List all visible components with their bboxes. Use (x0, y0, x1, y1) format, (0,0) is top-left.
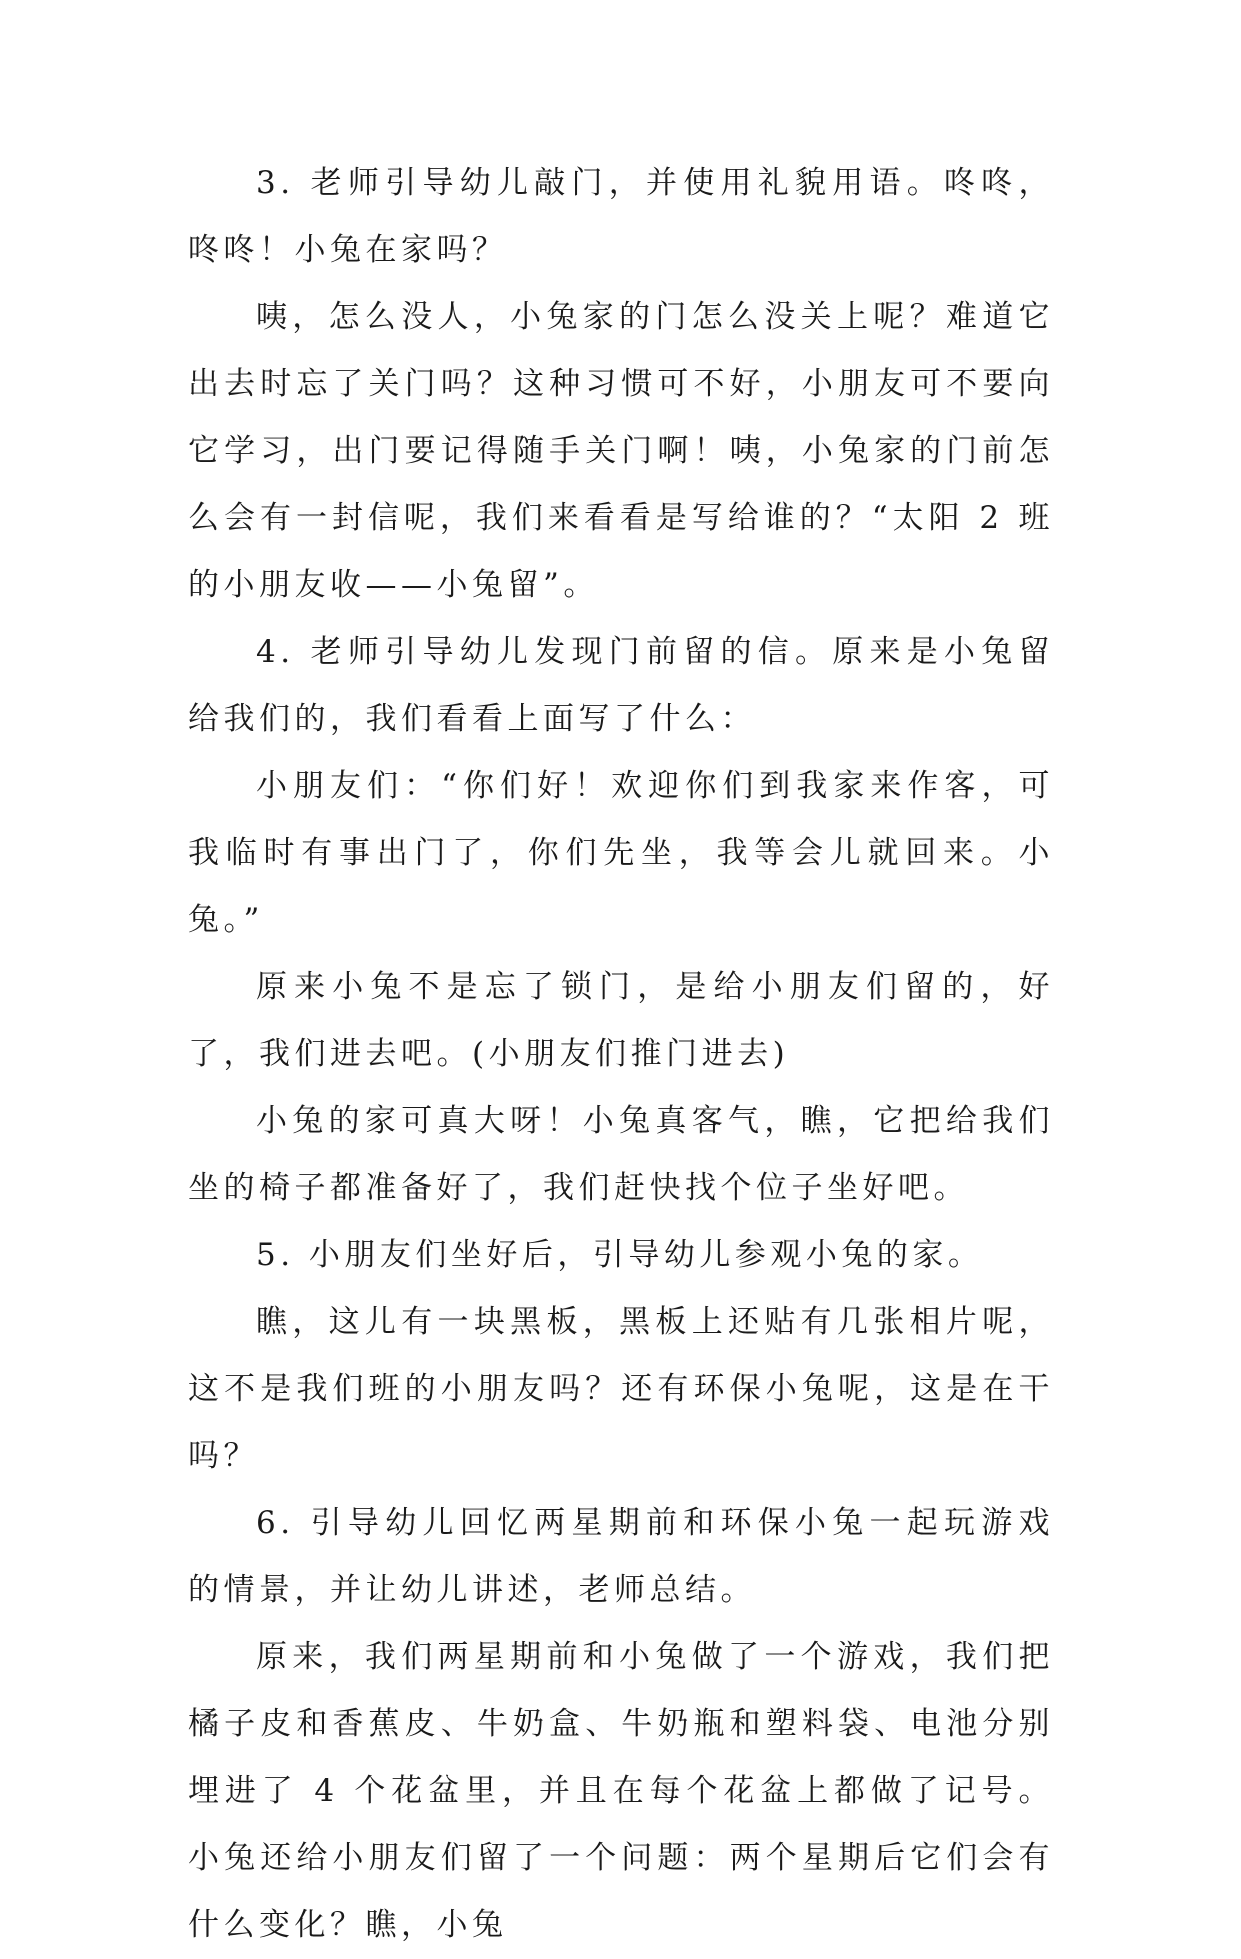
paragraph-step-6: 6. 引导幼儿回忆两星期前和环保小兔一起玩游戏的情景，并让幼儿讲述，老师总结。 (188, 1505, 1054, 1608)
paragraph-step-4: 4. 老师引导幼儿发现门前留的信。原来是小兔留给我们的，我们看看上面写了什么： (188, 634, 1054, 737)
paragraph-step-3: 3. 老师引导幼儿敲门，并使用礼貌用语。咚咚，咚咚！小兔在家吗？ (188, 165, 1054, 268)
document-page (188, 150, 1054, 1959)
paragraph-big-house: 小兔的家可真大呀！小兔真客气，瞧，它把给我们坐的椅子都准备好了，我们赶快找个位子坐好吧。 (188, 1103, 1054, 1206)
paragraph-go-inside: 原来小兔不是忘了锁门，是给小朋友们留的，好了，我们进去吧。(小朋友们推门进去) (188, 969, 1054, 1072)
paragraph-blackboard: 瞧，这儿有一块黑板，黑板上还贴有几张相片呢，这不是我们班的小朋友吗？还有环保小兔呢，这是在干吗？ (188, 1304, 1054, 1474)
paragraph-door-open: 咦，怎么没人，小兔家的门怎么没关上呢？难道它出去时忘了关门吗？这种习惯可不好，小朋友可不要向它学习，出门要记得随手关门啊！咦，小兔家的门前怎么会有一封信呢，我们来看看是写给谁的？“太阳 2 班的小朋友收——小兔留”。 (188, 299, 1054, 603)
paragraph-game-recall: 原来，我们两星期前和小兔做了一个游戏，我们把橘子皮和香蕉皮、牛奶盒、牛奶瓶和塑料袋、电池分别埋进了 4 个花盆里，并且在每个花盆上都做了记号。小兔还给小朋友们留了一个问题：两个星期后它们会有什么变化？瞧，小兔 (188, 1639, 1054, 1943)
paragraph-letter: 小朋友们：“你们好！欢迎你们到我家来作客，可我临时有事出门了，你们先坐，我等会儿就回来。小兔。” (188, 768, 1054, 938)
paragraph-step-5: 5. 小朋友们坐好后，引导幼儿参观小兔的家。 (256, 1237, 984, 1273)
